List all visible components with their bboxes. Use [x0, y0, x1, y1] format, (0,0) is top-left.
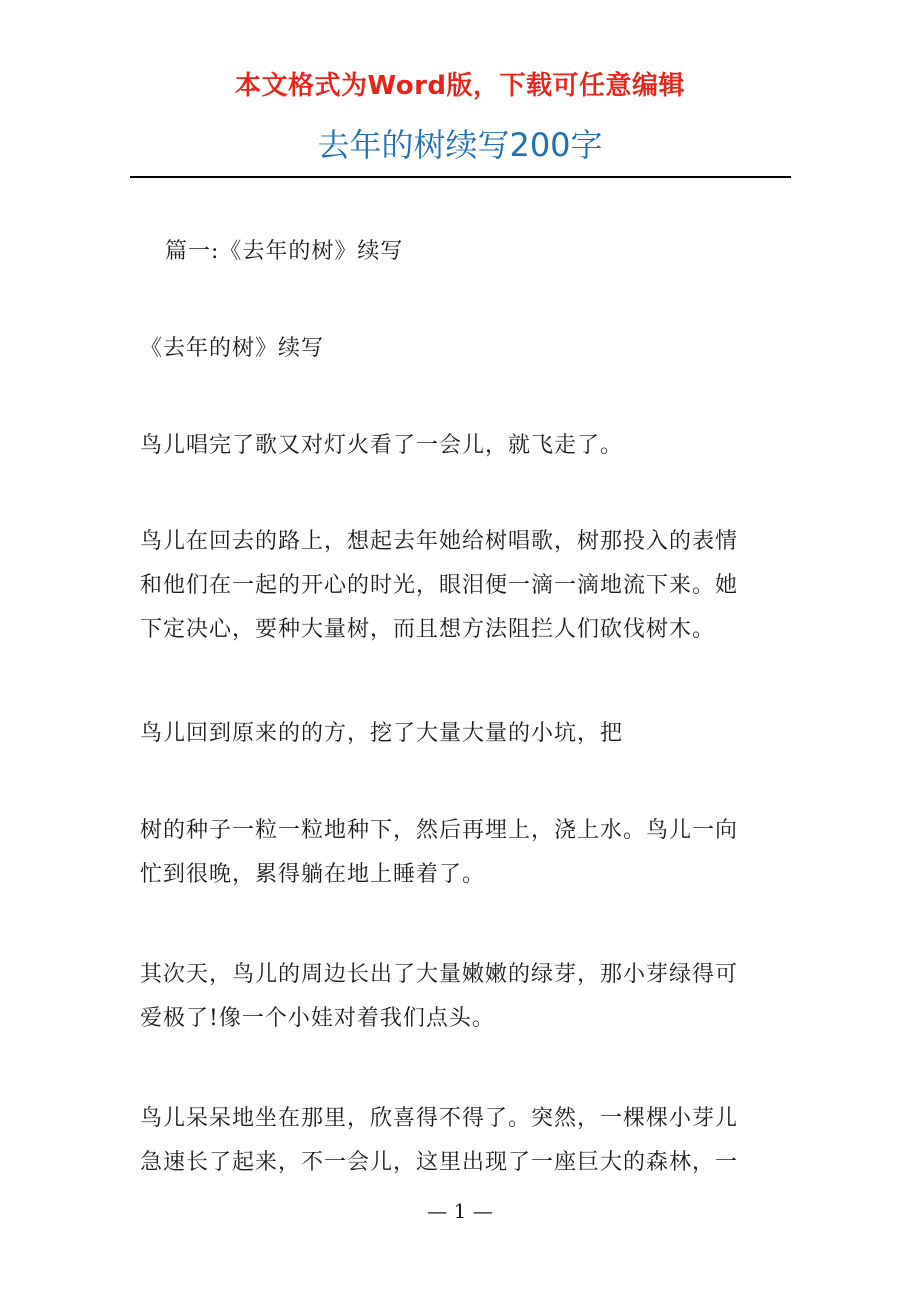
title-divider: [130, 176, 791, 178]
text-line: 和他们在一起的开心的时光，眼泪便一滴一滴地流下来。她: [140, 573, 739, 598]
text-line: 篇一:《去年的树》续写: [165, 239, 404, 264]
page-number: — 1 —: [427, 1199, 493, 1223]
paragraph: [140, 1097, 790, 1185]
section-heading: [165, 230, 815, 274]
paragraph: [140, 520, 790, 652]
text-line: 爱极了!像一个小娃对着我们点头。: [140, 1006, 495, 1031]
text-line: 鸟儿在回去的路上，想起去年她给树唱歌，树那投入的表情: [140, 529, 739, 554]
text-line: 鸟儿回到原来的的方，挖了大量大量的小坑，把: [140, 721, 624, 746]
paragraph: [140, 809, 790, 897]
text-line: 树的种子一粒一粒地种下，然后再埋上，浇上水。鸟儿一向: [140, 818, 739, 843]
text-line: 鸟儿唱完了歌又对灯火看了一会儿，就飞走了。: [140, 433, 624, 458]
paragraph: [140, 424, 790, 468]
text-line: 下定决心，要种大量树，而且想方法阻拦人们砍伐树木。: [140, 617, 716, 642]
paragraph: [140, 327, 790, 371]
document-title: 去年的树续写200字: [317, 126, 603, 164]
text-line: 其次天，鸟儿的周边长出了大量嫩嫩的绿芽，那小芽绿得可: [140, 962, 739, 987]
text-line: 《去年的树》续写: [140, 336, 325, 361]
paragraph: [140, 953, 790, 1041]
text-line: 鸟儿呆呆地坐在那里，欣喜得不得了。突然，一棵棵小芽儿: [140, 1106, 739, 1131]
text-line: 急速长了起来，不一会儿，这里出现了一座巨大的森林，一: [140, 1150, 739, 1175]
paragraph: [140, 712, 790, 756]
text-line: 忙到很晚，累得躺在地上睡着了。: [140, 862, 486, 887]
format-notice: 本文格式为Word版，下载可任意编辑: [234, 71, 686, 101]
